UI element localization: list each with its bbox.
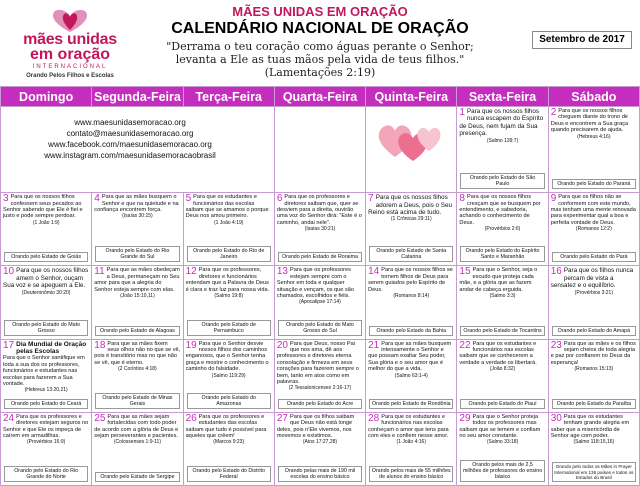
day-number: 20 bbox=[276, 340, 288, 351]
day-cell-11 bbox=[92, 266, 183, 339]
day-cell-23 bbox=[548, 339, 639, 412]
day-number: 29 bbox=[459, 413, 471, 424]
empty-day-cell bbox=[274, 107, 365, 193]
links-cell bbox=[1, 107, 275, 193]
day-cell-30 bbox=[548, 412, 639, 485]
day-ref: (Deuteronômio 30:20) bbox=[21, 289, 71, 296]
day-cell-3 bbox=[1, 193, 92, 266]
day-text: Para que os estudantes tenham grande alegria em saber que a misericórdia de Senhor age com poder. bbox=[550, 413, 630, 440]
day-number: 17 bbox=[3, 340, 15, 351]
link-email[interactable]: contato@maesunidasemoracao.org bbox=[66, 129, 194, 139]
prayer-box: Orando pelo Estado de Minas Gerais bbox=[95, 393, 179, 409]
day-cell-18 bbox=[92, 339, 183, 412]
day-cell-17 bbox=[1, 339, 92, 412]
day-number: 22 bbox=[459, 340, 471, 351]
logo-line2: em oração bbox=[29, 46, 111, 63]
hearts-icon bbox=[373, 111, 449, 171]
day-number: 1 bbox=[459, 108, 465, 119]
day-cell-26 bbox=[183, 412, 274, 485]
day-text: Para que os nossos filhos cresçam que se busquem por entendimento, e sabedoria, achando o conhecimento de Deus. bbox=[459, 194, 541, 226]
day-number: 12 bbox=[185, 267, 197, 278]
org-title: MÃES UNIDAS EM ORAÇÃO bbox=[232, 4, 408, 19]
day-ref: (Romanos 12:2) bbox=[575, 226, 612, 233]
day-text: Para que o Senhor desvie nossos filhos dos caminhos enganosos, que o Senhor tenha graça e mostre o conhecimento o caminho do falsidade. bbox=[185, 340, 269, 373]
day-ref: (1 João 1:9) bbox=[32, 219, 60, 226]
day-text: Para que os filhos não se conformem com este mundo, mas tenham uma mente renovada para experimentar qual a boa e perfeita vontade de Deus. bbox=[550, 194, 636, 226]
day-cell-8 bbox=[457, 193, 548, 266]
prayer-box: Orando pelo Estado do Acre bbox=[278, 399, 362, 409]
prayer-box: Orando pelo Estado do Pará bbox=[552, 252, 636, 262]
verse-line2: levanta a Ele as tuas mãos pela vida de teus filhos." bbox=[175, 53, 465, 66]
day-ref: (Hebreus 13:20,21) bbox=[24, 387, 68, 394]
day-number: 3 bbox=[3, 194, 9, 205]
day-number: 9 bbox=[550, 194, 557, 205]
day-ref: (Salmo 3:3) bbox=[489, 293, 516, 300]
prayer-box: Orando pelo Estado do Mato Grosso bbox=[4, 320, 88, 336]
day-number: 15 bbox=[459, 267, 471, 278]
day-ref: (Colossenses 1:9-11) bbox=[113, 439, 161, 446]
day-cell-12 bbox=[183, 266, 274, 339]
day-text: Para que os filhos nunca percam de vista a sensatez e o equilíbrio. bbox=[550, 267, 634, 290]
day-cell-25 bbox=[92, 412, 183, 485]
day-number: 14 bbox=[368, 267, 380, 278]
day-number: 10 bbox=[3, 267, 15, 278]
prayer-box: Orando pelo Estado do Espírito Santo e Maranhão bbox=[460, 246, 544, 262]
weekday-header-row bbox=[1, 87, 640, 107]
day-cell-14 bbox=[366, 266, 457, 339]
prayer-box: Orando pelo Estado de Alagoas bbox=[95, 326, 179, 336]
logo-tagline: Orando Pelos Filhos e Escolas bbox=[26, 73, 114, 79]
header-verse bbox=[150, 40, 490, 79]
day-cell-16 bbox=[548, 266, 639, 339]
day-ref: (Romanos 15:13) bbox=[574, 366, 614, 373]
day-ref: (Apocalipse 17:14) bbox=[299, 299, 341, 306]
day-text: Para que os nossos filhos nunca escapem do Espírito de Deus, nem fujam da Sua presença. bbox=[459, 108, 544, 138]
day-cell-9 bbox=[548, 193, 639, 266]
weekday-segunda: Segunda-Feira bbox=[92, 87, 183, 107]
link-website[interactable]: www.maesunidasemoracao.org bbox=[74, 118, 186, 128]
day-ref: (1 João 4:16) bbox=[396, 439, 426, 446]
prayer-box: Orando pelo Estado do Rio Grande do Sul bbox=[95, 246, 179, 262]
day-cell-19 bbox=[183, 339, 274, 412]
day-ref: (Hebreus 4:16) bbox=[577, 133, 611, 140]
day-cell-2 bbox=[548, 107, 639, 193]
weekday-quinta: Quinta-Feira bbox=[366, 87, 457, 107]
day-text: Para que as mães busquem intensamente o Senhor e que possam exaltar Seu poder, Sua glória e o seu amor que é melhor do que a vida. bbox=[368, 340, 452, 373]
day-cell-7 bbox=[366, 193, 457, 266]
day-number: 24 bbox=[3, 413, 15, 424]
day-number: 13 bbox=[276, 267, 288, 278]
day-number: 4 bbox=[94, 194, 100, 205]
weekday-domingo: Domingo bbox=[1, 87, 92, 107]
day-text: Para que o Senhor santifique em toda a sua dos os professores, funcionários e estudantes nas escolas para fazerem a Sua vontade. bbox=[3, 355, 85, 388]
day-text: Para que os estudantes e funcionários nas escolas conheçam o amor que tens para com eles e confiem nesse amor. bbox=[368, 413, 449, 440]
day-number: 11 bbox=[94, 267, 105, 278]
day-cell-15 bbox=[457, 266, 548, 339]
day-ref: (Provérbios 2:6) bbox=[484, 226, 521, 233]
weekday-quarta: Quarta-Feira bbox=[274, 87, 365, 107]
day-number: 23 bbox=[550, 340, 562, 351]
day-ref: (Salmo 118:15,16) bbox=[573, 439, 615, 446]
logo bbox=[0, 6, 140, 84]
day-cell-6 bbox=[274, 193, 365, 266]
day-ref: (1 João 4:19) bbox=[213, 219, 244, 226]
day-number: 6 bbox=[276, 194, 283, 205]
day-ref: (Salmo 139:7) bbox=[486, 137, 519, 144]
day-cell-22 bbox=[457, 339, 548, 412]
prayer-box: Orando pelo Estado do Rio Grande do Norte bbox=[4, 466, 88, 482]
prayer-box: Orando pelo Estado de Santa Catarina bbox=[369, 246, 453, 262]
day-text: Para que os professores e estudantes das escolas saibam que tudo é possível para aqueles que crêem! bbox=[185, 413, 267, 440]
day-number: 7 bbox=[368, 194, 374, 205]
prayer-box: Orando pelo Estado do Mato Grosso do Sul bbox=[278, 320, 362, 336]
prayer-box: Orando pelo Estado de Pernambuco bbox=[187, 320, 271, 336]
day-ref: (1 Crônicas 29:11) bbox=[390, 216, 432, 223]
day-ref: (Salmo 33:18) bbox=[486, 439, 519, 446]
day-number: 30 bbox=[550, 413, 562, 424]
day-number: 8 bbox=[459, 194, 465, 205]
day-ref: (Salmo 119:29) bbox=[211, 372, 246, 379]
day-ref: (Salmo 63:1-4) bbox=[394, 372, 428, 379]
day-number: 19 bbox=[185, 340, 197, 351]
day-ref: (João 15:10,11) bbox=[120, 293, 155, 300]
logo-line1: mães unidas bbox=[23, 31, 117, 48]
week-row-5 bbox=[1, 412, 640, 485]
prayer-box: Orando pelo todos os Mães in Prayer International em 136 países e todos os Estados do Brasil bbox=[552, 462, 636, 482]
prayer-box: Orando pelo Estado de Sergipe bbox=[95, 472, 179, 482]
day-ref: (Provérbios 3:21) bbox=[574, 289, 614, 296]
day-cell-28 bbox=[366, 412, 457, 485]
weekday-sabado: Sábado bbox=[548, 87, 639, 107]
prayer-box: Orando pelo Estado do Paraná bbox=[552, 179, 636, 189]
weekday-terca: Terça-Feira bbox=[183, 87, 274, 107]
page-title: CALENDÁRIO NACIONAL DE ORAÇÃO bbox=[171, 20, 469, 37]
day-ref: (Provérbios 16:9) bbox=[26, 439, 66, 446]
day-ref: (Isaías 30:21) bbox=[304, 226, 336, 233]
verse-line1: "Derrama o teu coração como águas perante o Senhor; bbox=[166, 40, 474, 53]
week-row-2 bbox=[1, 193, 640, 266]
day-text: Para que as mães busquem o Senhor e que na quietude e na confiança encontrem força. bbox=[94, 194, 179, 214]
day-cell-24 bbox=[1, 412, 92, 485]
day-cell-21 bbox=[366, 339, 457, 412]
logo-international: INTERNACIONAL bbox=[32, 64, 108, 70]
day-text: Para que as mães obedeçam a Deus, permaneçam no Seu amor para que a alegria do Senhor esteja sempre com elas. bbox=[94, 267, 180, 293]
day-number: 28 bbox=[368, 413, 380, 424]
hearts-decoration bbox=[366, 111, 456, 176]
day-ref: (2 Tessalonicenses 2:16-17) bbox=[288, 385, 352, 392]
day-text: Para que os professores e diretores saibam que, quer se desviem para a direita, ouvirão uma voz do Senhor dirá: "Este é o caminho, andai nele". bbox=[276, 194, 362, 226]
day-text: Para que os nossos filhos amem o Senhor, ouçam Sua voz e se apeguem a Ele. bbox=[3, 267, 89, 290]
day-ref: (Isaías 30:15) bbox=[122, 213, 153, 220]
prayer-box: Orando pelo Estado do Piauí bbox=[460, 399, 544, 409]
day-number: 27 bbox=[276, 413, 288, 424]
prayer-box: Orando pelo Estado da Bahia bbox=[369, 326, 453, 336]
week-row-1 bbox=[1, 107, 640, 193]
day-cell-10 bbox=[1, 266, 92, 339]
hearts-cell bbox=[366, 107, 457, 193]
day-text: Para que o Senhor, seja o escudo que proteja cada mãe, e a glória que as fazem andar de cabeça erguida. bbox=[459, 267, 538, 293]
day-ref: (Marcos 9:23) bbox=[213, 439, 245, 446]
week-row-4 bbox=[1, 339, 640, 412]
day-text: Para que as mães fixem seus olhos não no que se vê, pois é transitório mas no que não se vê, que é eterno. bbox=[94, 340, 181, 366]
day-text: Para que os nossos filhos adorem a Deus, pois o Seu Reino está acima de tudo. bbox=[368, 194, 452, 217]
prayer-box: Orando pelo Estado de Goiás bbox=[4, 252, 88, 262]
day-text: Para que os professores, diretores e funcionários entendam que a Palavra de Deus é clara e traz luz para nossa vida. bbox=[185, 267, 270, 293]
day-cell-27 bbox=[274, 412, 365, 485]
day-cell-20 bbox=[274, 339, 365, 412]
prayer-box: Orando pelo Estado de Tocantins bbox=[460, 326, 544, 336]
prayer-box: Orando pelo Estado de São Paulo bbox=[460, 173, 544, 189]
day-text: Para que Deus, nosso Pai que nos ama, dê aos professores e diretores eterna consolação e firmeza em seus corações para fazerem sempre o bem, tanto em atos como em palavras. bbox=[276, 340, 359, 386]
prayer-box: Orando pelo Estado do Amapá bbox=[552, 326, 636, 336]
day-text: Para que os nossos filhos se tornem filhos de Deus para serem guiados pelo Espírito de Deus. bbox=[368, 267, 453, 293]
prayer-box: Orando pelo Estado do Ceará bbox=[4, 399, 88, 409]
day-text: Para que as mães sejam fortalecidas com todo poder de acordo com a glória de Deus e sejam perseverantes e pacientes. bbox=[94, 413, 179, 440]
calendar-table bbox=[0, 86, 640, 486]
link-instagram[interactable]: www.instagram.com/maesunidasemoracaobrasil bbox=[44, 151, 216, 161]
prayer-box: Orando pelo Estado do Rio de Janeiro bbox=[187, 246, 271, 262]
verse-ref: (Lamentações 2:19) bbox=[264, 66, 376, 79]
day-text: Para que os professores estejam sempre com o Senhor em toda e qualquer situação e vençam, os que são chamados, escolhidos e fiéis. bbox=[276, 267, 354, 300]
day-text: Para que os nossos filhos confessem seus pecados ao Senhor sabendo que Ele é fiel e justo e pode sempre perdoar. bbox=[3, 194, 83, 220]
weekday-sexta: Sexta-Feira bbox=[457, 87, 548, 107]
contact-links bbox=[5, 117, 255, 161]
prayer-box: Orando pelos mais de 2,5 milhões de professores do ensino básico bbox=[460, 460, 544, 482]
day-ref: (2 Coríntios 4:18) bbox=[118, 366, 157, 373]
day-ref: (Romanos 8:14) bbox=[393, 293, 430, 300]
header bbox=[0, 0, 640, 86]
prayer-box: Orando pelo Estado de Roraima bbox=[278, 252, 362, 262]
day-number: 18 bbox=[94, 340, 106, 351]
day-number: 25 bbox=[94, 413, 106, 424]
day-number: 21 bbox=[368, 340, 380, 351]
day-title: Dia Mundial de Oração pelas Escolas bbox=[16, 340, 87, 356]
day-text: Para que os estudantes e funcionários das escolas saibam que se amamos o porque Deus nos amou primeiro. bbox=[185, 194, 269, 220]
day-ref: (Salmo 19:8) bbox=[214, 293, 244, 300]
link-facebook[interactable]: www.facebook.com/maesunidasemoracao.org bbox=[48, 140, 212, 150]
day-ref: (Atos 17:27,28) bbox=[302, 439, 338, 446]
day-cell-5 bbox=[183, 193, 274, 266]
week-row-3 bbox=[1, 266, 640, 339]
month-label: Setembro de 2017 bbox=[532, 31, 632, 49]
day-text: Para que o Senhor proteja todos os professores mas saibam que se temem e confiam no seu amor constante. bbox=[459, 413, 541, 440]
day-text: Para que os nossos filhos cheguem diante do trono de Deus e encontrem a Sua graça quando precisarem de ajuda. bbox=[550, 108, 629, 134]
prayer-box: Orando pelas mais de 190 mil escolas do ensino básico bbox=[278, 466, 362, 482]
day-number: 16 bbox=[550, 267, 562, 278]
day-number: 5 bbox=[185, 194, 192, 205]
day-cell-4 bbox=[92, 193, 183, 266]
prayer-box: Orando pelo Estado de Rondônia bbox=[369, 399, 453, 409]
day-ref: (João 8:32) bbox=[489, 366, 516, 373]
day-number: 26 bbox=[185, 413, 197, 424]
prayer-box: Orando pelos mais de 55 milhões de alunos do ensino básico bbox=[369, 466, 453, 482]
day-text: Para que os estudantes e funcionários nas escolas saibam que se conhecerem a verdade a verdade os libertará. bbox=[459, 340, 537, 366]
day-cell-13 bbox=[274, 266, 365, 339]
prayer-box: Orando pelo Estado do Amazonas bbox=[187, 393, 271, 409]
day-text: Para que as mães e os filhos sejam cheios de toda alegria e paz por confiarem no Deus da esperança! bbox=[550, 340, 636, 366]
day-text: Para que os filhos saibam que Deus não está longe deles, pois n'Ele vivemos, nos movemos e existimos. bbox=[276, 413, 355, 440]
day-cell-29 bbox=[457, 412, 548, 485]
day-cell-1 bbox=[457, 107, 548, 193]
day-text: Para que os professores e diretores estejam seguros no Senhor e que Ele os impeça de caírem em armadilhas. bbox=[3, 413, 89, 440]
prayer-box: Orando pelo Estado do Distrito Federal bbox=[187, 466, 271, 482]
day-number: 2 bbox=[550, 108, 557, 119]
prayer-box: Orando pelo Estado da Paraíba bbox=[552, 399, 636, 409]
